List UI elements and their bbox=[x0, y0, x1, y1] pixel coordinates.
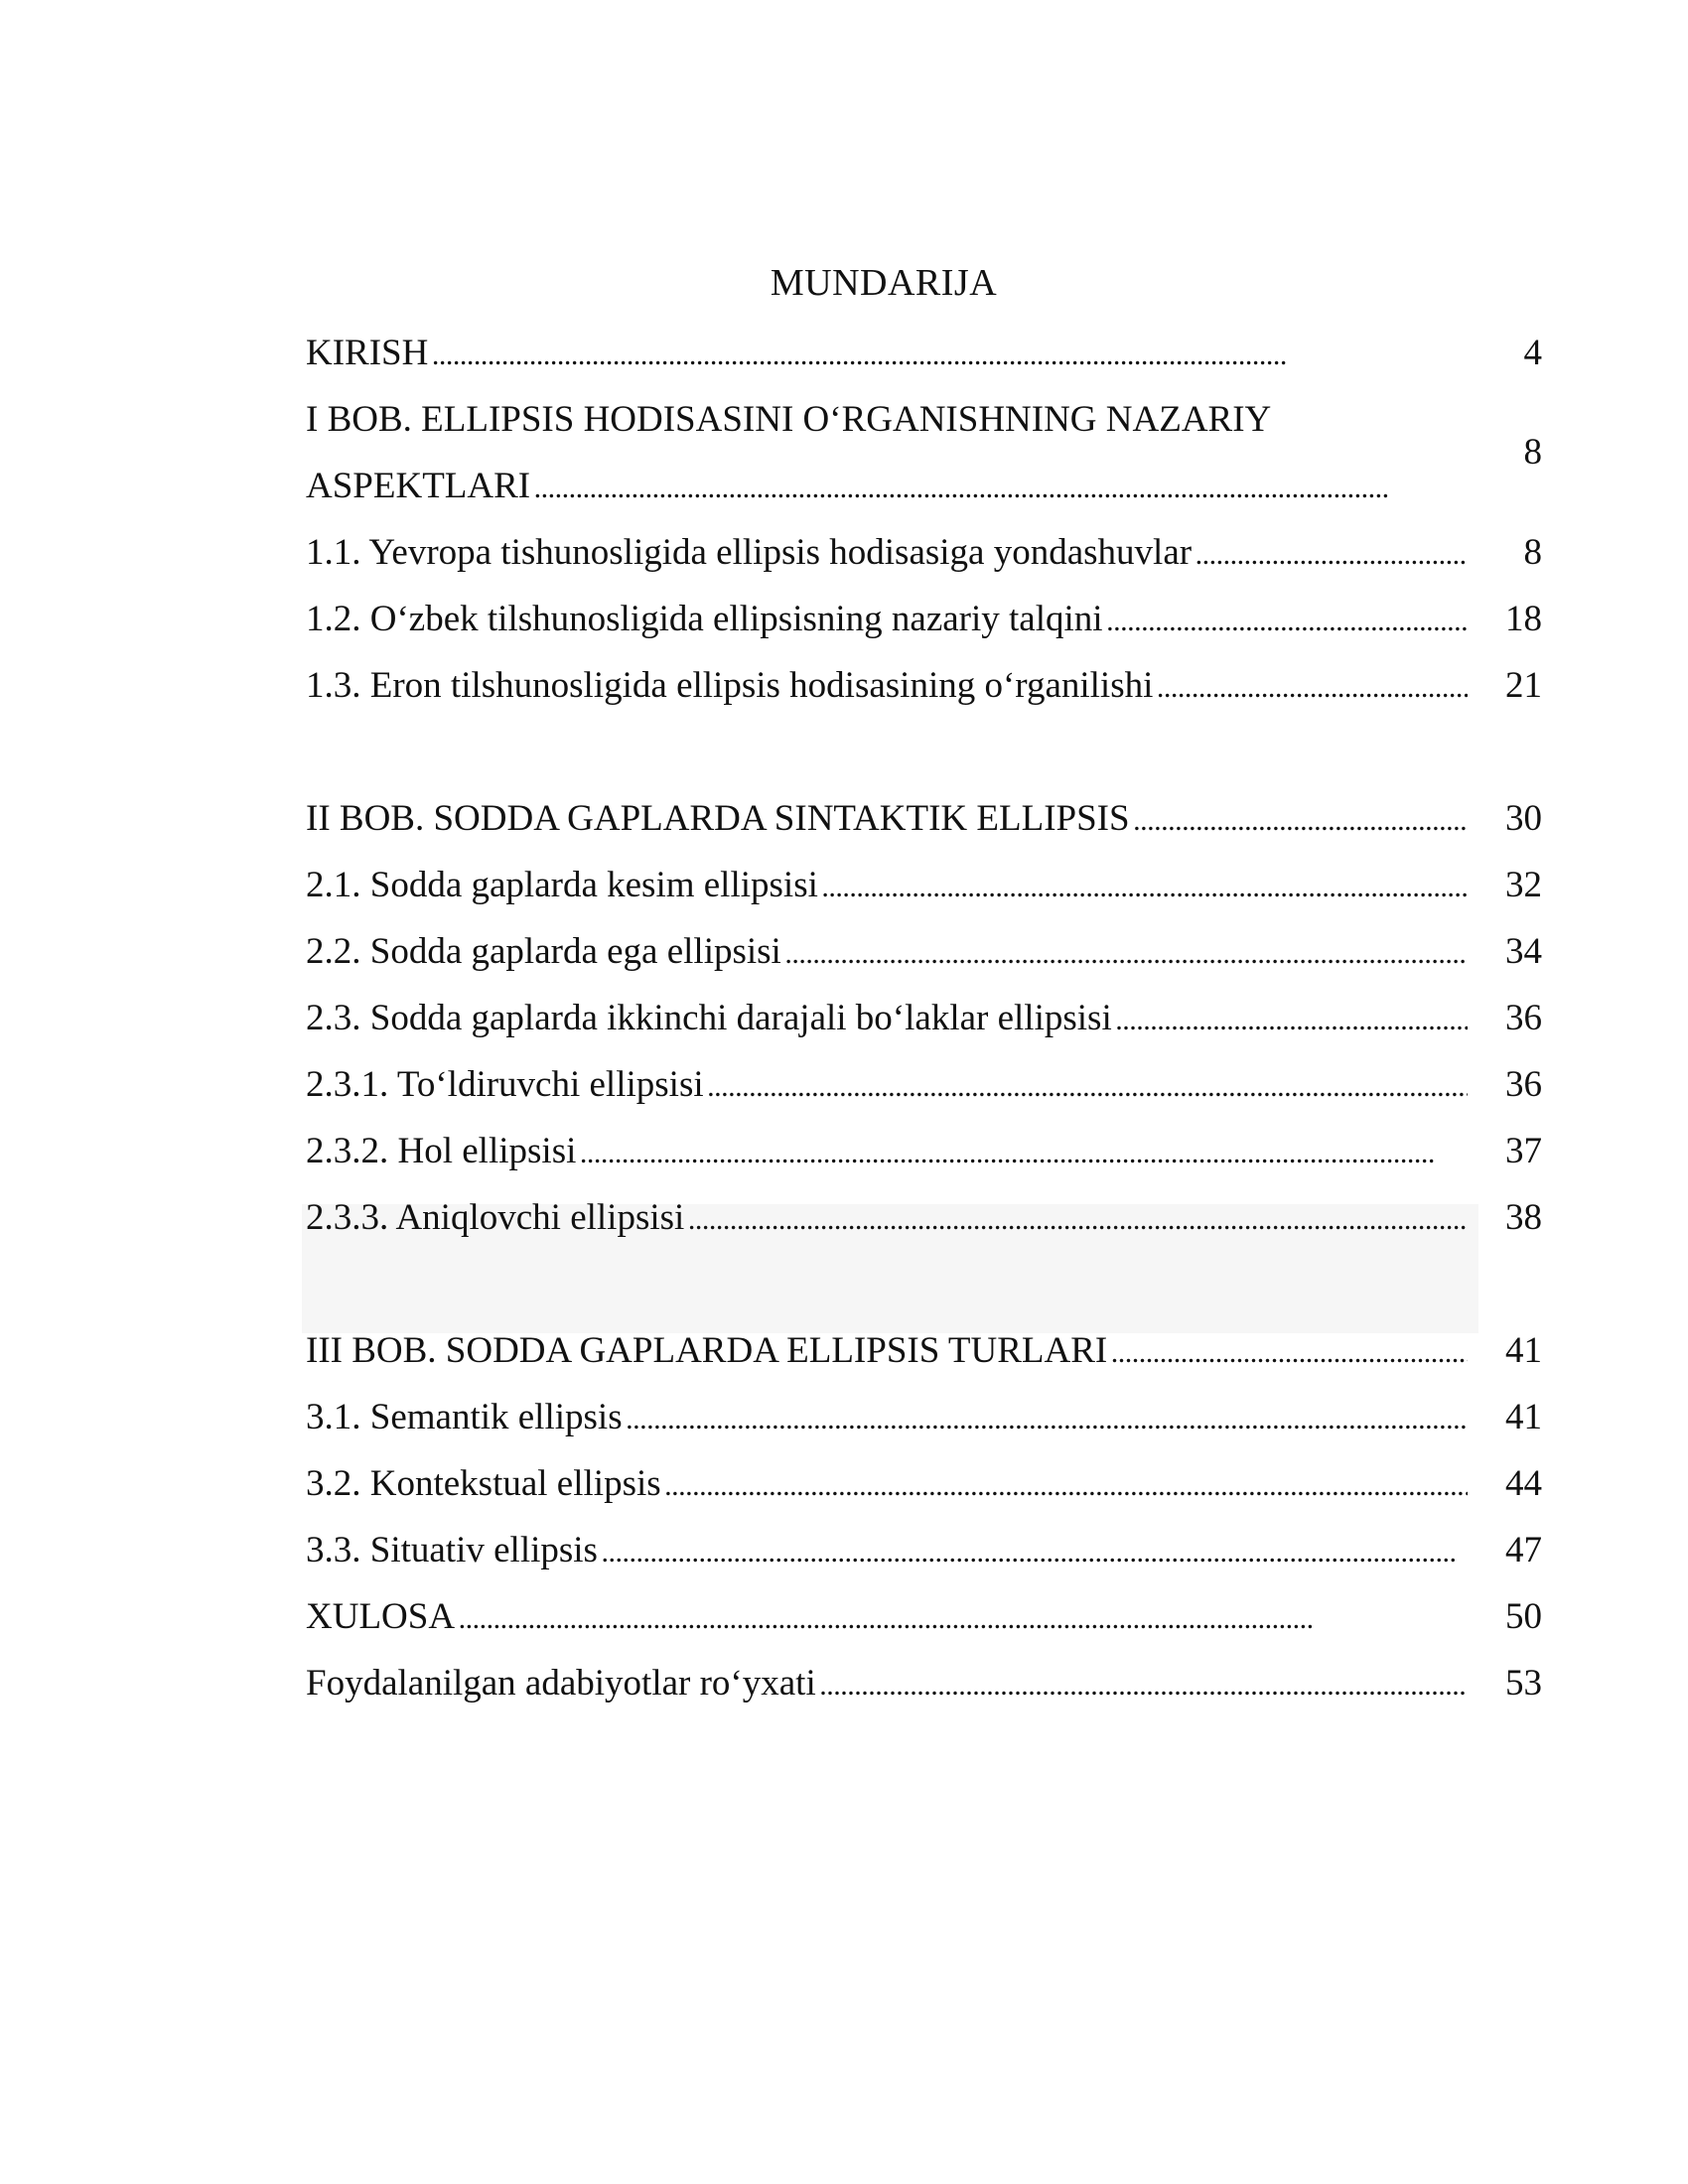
toc-entry-xulosa[interactable] bbox=[306, 1583, 1542, 1650]
toc-entry-2-3[interactable] bbox=[306, 985, 1542, 1051]
toc-entry-kirish[interactable] bbox=[306, 320, 1542, 386]
toc-entry-1-3[interactable] bbox=[306, 652, 1542, 719]
toc-entry-page: 32 bbox=[1505, 865, 1542, 905]
toc-entry-1-1[interactable] bbox=[306, 519, 1542, 586]
toc-entry-page: 41 bbox=[1505, 1330, 1542, 1371]
toc-entry-2-3-1[interactable] bbox=[306, 1051, 1542, 1118]
toc-entry-page: 34 bbox=[1505, 931, 1542, 972]
toc-entry-text: 3.3. Situativ ellipsis . . . bbox=[306, 1517, 1468, 1585]
toc-entry-text: 2.2. Sodda gaplarda ega ellipsisi . . . bbox=[306, 918, 1468, 987]
toc-entry-1-2[interactable] bbox=[306, 586, 1542, 652]
toc-entry-2-2[interactable] bbox=[306, 918, 1542, 985]
toc-entry-text: III BOB. SODDA GAPLARDA ELLIPSIS TURLARI . . . bbox=[306, 1317, 1468, 1386]
toc-entry-text: 1.2. O‘zbek tilshunosligida ellipsisning nazariy talqini . . . bbox=[306, 586, 1468, 654]
toc-entry-text: KIRISH . . . bbox=[306, 320, 1468, 388]
toc-entry-text: Foydalanilgan adabiyotlar ro‘yxati . . . bbox=[306, 1650, 1468, 1718]
toc-entry-page: 37 bbox=[1505, 1131, 1542, 1171]
toc-entry-text: 2.3.2. Hol ellipsisi . . . bbox=[306, 1118, 1468, 1186]
toc-entry-text: 2.3.1. To‘ldiruvchi ellipsisi . . . bbox=[306, 1051, 1468, 1120]
toc-entry-page: 21 bbox=[1505, 665, 1542, 706]
toc-entry-3-1[interactable] bbox=[306, 1384, 1542, 1450]
toc-entry-chapter-1[interactable] bbox=[306, 386, 1542, 519]
toc-entry-page: 18 bbox=[1505, 599, 1542, 639]
page-title: MUNDARIJA bbox=[770, 262, 998, 304]
toc-entry-page: 44 bbox=[1505, 1463, 1542, 1504]
toc-entry-page: 8 bbox=[1523, 432, 1542, 473]
toc-entry-2-3-3[interactable] bbox=[306, 1184, 1542, 1251]
toc-entry-text-line1: I BOB. ELLIPSIS HODISASINI O‘RGANISHNING NAZARIY bbox=[306, 399, 1272, 440]
toc-entry-chapter-2[interactable] bbox=[306, 785, 1542, 852]
toc-entry-page: 8 bbox=[1523, 532, 1542, 573]
toc-entry-page: 50 bbox=[1505, 1596, 1542, 1637]
toc-entry-text: XULOSA . . . bbox=[306, 1583, 1468, 1652]
toc-entry-text: II BOB. SODDA GAPLARDA SINTAKTIK ELLIPSIS . . . bbox=[306, 785, 1468, 854]
toc-entry-chapter-3[interactable] bbox=[306, 1317, 1542, 1384]
toc-entry-text-line2: ASPEKTLARI . . . bbox=[306, 453, 1468, 521]
toc-entry-3-3[interactable] bbox=[306, 1517, 1542, 1583]
toc-entry-page: 30 bbox=[1505, 798, 1542, 839]
toc-entry-page: 53 bbox=[1505, 1663, 1542, 1704]
toc-entry-text: 3.2. Kontekstual ellipsis . . . bbox=[306, 1450, 1468, 1519]
toc-entry-text: 1.3. Eron tilshunosligida ellipsis hodisasining o‘rganilishi . . . bbox=[306, 652, 1468, 721]
toc-entry-3-2[interactable] bbox=[306, 1450, 1542, 1517]
toc-entry-bibliography[interactable] bbox=[306, 1650, 1542, 1716]
toc-entry-page: 47 bbox=[1505, 1530, 1542, 1570]
toc-entry-text: 2.3.3. Aniqlovchi ellipsisi . . . bbox=[306, 1184, 1468, 1253]
toc-entry-text: 3.1. Semantik ellipsis . . . bbox=[306, 1384, 1468, 1452]
toc-entry-2-1[interactable] bbox=[306, 852, 1542, 918]
toc-entry-page: 4 bbox=[1523, 333, 1542, 373]
toc-entry-text: 1.1. Yevropa tishunosligida ellipsis hodisasiga yondashuvlar . . . bbox=[306, 519, 1468, 588]
toc-entry-page: 41 bbox=[1505, 1397, 1542, 1437]
toc-entry-text: 2.3. Sodda gaplarda ikkinchi darajali bo‘laklar ellipsisi . . . bbox=[306, 985, 1468, 1053]
toc-entry-page: 36 bbox=[1505, 1064, 1542, 1105]
toc-entry-page: 38 bbox=[1505, 1197, 1542, 1238]
toc-entry-page: 36 bbox=[1505, 998, 1542, 1038]
toc-entry-text: 2.1. Sodda gaplarda kesim ellipsisi . . . bbox=[306, 852, 1468, 920]
toc-entry-2-3-2[interactable] bbox=[306, 1118, 1542, 1184]
